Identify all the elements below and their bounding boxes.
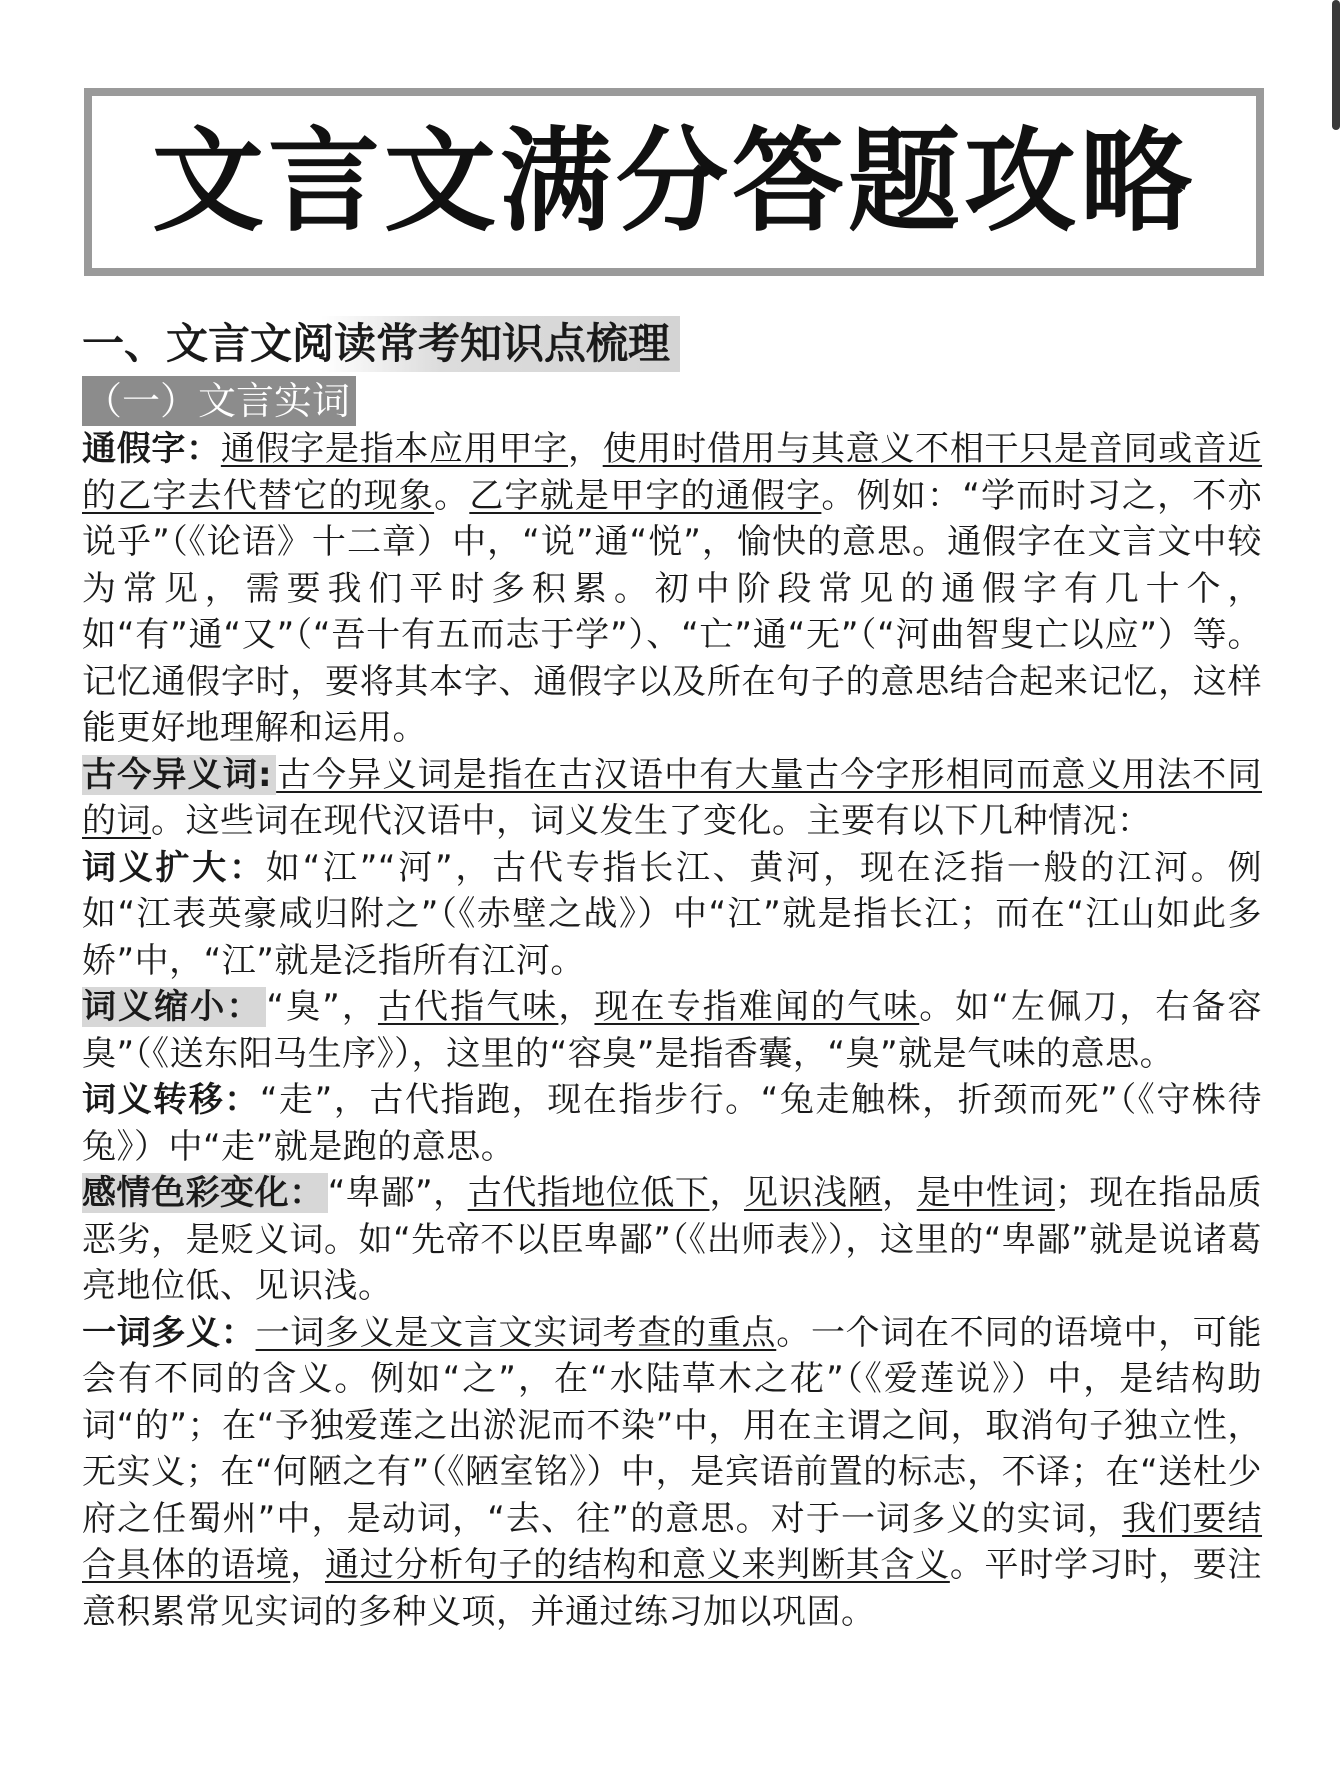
- body-text: 如“江”“河”，古代专指长江、黄河，现在泛指一般的江河。例如“江表英豪咸归附之”（《赤壁之战》）中“江”就是指长江；而在“江山如此多娇”中，“江”就是泛指所有江河。: [82, 847, 1262, 981]
- body-text: ，: [558, 987, 595, 1027]
- title-box: [84, 88, 1264, 276]
- body-text: 。: [434, 475, 470, 516]
- underlined-text: 见识浅陋: [744, 1173, 883, 1213]
- paragraph: [82, 1077, 1262, 1170]
- paragraph: [82, 426, 1262, 752]
- body-text: ；现在指品质恶劣，是贬义词。如“先帝不以臣卑鄙”（《出师表》），这里的“卑鄙”就是说诸葛亮地位低、见识浅。: [82, 1173, 1263, 1306]
- paragraph-term: 古今异义词:: [82, 755, 276, 795]
- paragraph-term: 词义缩小：: [82, 987, 266, 1027]
- underlined-text: 我们要结合具体的语境: [82, 1498, 1263, 1585]
- section-heading: 一、文言文阅读常考知识点梳理: [82, 316, 680, 372]
- paragraph: [82, 1170, 1262, 1310]
- underlined-text: 乙字就是甲字的通假字: [469, 475, 822, 516]
- underlined-text: 是中性词: [916, 1173, 1055, 1213]
- paragraph: [82, 984, 1262, 1077]
- paragraph-term: 一词多义：: [82, 1312, 256, 1353]
- content-body: [82, 316, 1262, 1635]
- paragraph-term: 词义扩大：: [82, 847, 266, 888]
- body-text: ，: [290, 1545, 325, 1585]
- body-text: ，: [882, 1173, 917, 1213]
- underlined-text: 古代指气味: [377, 987, 559, 1027]
- body-text: 。平时学习时，要注意积累常见实词的多种义项，并通过练习加以巩固。: [82, 1545, 1263, 1632]
- underlined-text: 古代指地位低下: [467, 1173, 710, 1213]
- paragraph-term: 词义转移：: [82, 1080, 260, 1120]
- body-text: “臭”，: [266, 987, 378, 1027]
- body-text: ，: [567, 429, 603, 469]
- page-title: 文言文满分答题攻略: [152, 117, 1196, 247]
- body-text: ，: [709, 1173, 744, 1213]
- paragraph: [82, 1310, 1262, 1636]
- paragraph-list: [82, 426, 1262, 1635]
- paragraph-term: 感情色彩变化：: [82, 1173, 328, 1213]
- body-text: 。一个词在不同的语境中，可能会有不同的含义。例如“之”，在“水陆草木之花”（《爱莲说》）中，是结构助词“的”；在“予独爱莲之出淤泥而不染”中，用在主谓之间，取消句子独立性，无实义；在“何陋之有”（《陋室铭》）中，是宾语前置的标志，不译；在“送杜少府之任蜀州”中，是动词，“去、往”的意思。对于一词多义的实词，: [82, 1312, 1263, 1539]
- body-text: 。这些词在现代汉语中，词义发生了变化。主要有以下几种情况：: [151, 801, 1152, 841]
- body-text: “走”，古代指跑，现在指步行。“兔走触株，折颈而死”（《守株待兔》）中“走”就是跑的意思。: [82, 1080, 1262, 1167]
- body-text: “卑鄙”，: [327, 1173, 468, 1213]
- underlined-text: 使用时借用与其意义不相干只是音同或音近的乙字去代替它的现象: [82, 429, 1263, 516]
- paragraph: [82, 752, 1262, 845]
- sub-heading: （一）文言实词: [82, 376, 356, 426]
- underlined-text: 现在专指难闻的气味: [594, 987, 920, 1027]
- underlined-text: 通假字是指本应用甲字: [220, 429, 568, 469]
- underlined-text: 通过分析句子的结构和意义来判断其含义: [325, 1545, 950, 1585]
- body-text: 。如“左佩刀，右备容臭”（《送东阳马生序》），这里的“容臭”是指香囊，“臭”就是气味的意思。: [82, 987, 1263, 1074]
- paragraph: [82, 845, 1262, 985]
- scrollbar-thumb[interactable]: [1332, 0, 1340, 130]
- underlined-text: 一词多义是文言文实词考查的重点: [255, 1312, 777, 1353]
- body-text: 。例如：“学而时习之，不亦说乎”（《论语》十二章）中，“说”通“悦”，愉快的意思。通假字在文言文中较为常见，需要我们平时多积累。初中阶段常见的通假字有几十个，如“有”通“又”（“吾十有五而志于学”）、“亡”通“无”（“河曲智叟亡以应”）等。记忆通假字时，要将其本字、通假字以及所在句子的意思结合起来记忆，这样能更好地理解和运用。: [82, 475, 1263, 748]
- underlined-text: 古今异义词是指在古汉语中有大量古今字形相同而意义用法不同的词: [82, 754, 1262, 841]
- paragraph-term: 通假字：: [82, 429, 221, 469]
